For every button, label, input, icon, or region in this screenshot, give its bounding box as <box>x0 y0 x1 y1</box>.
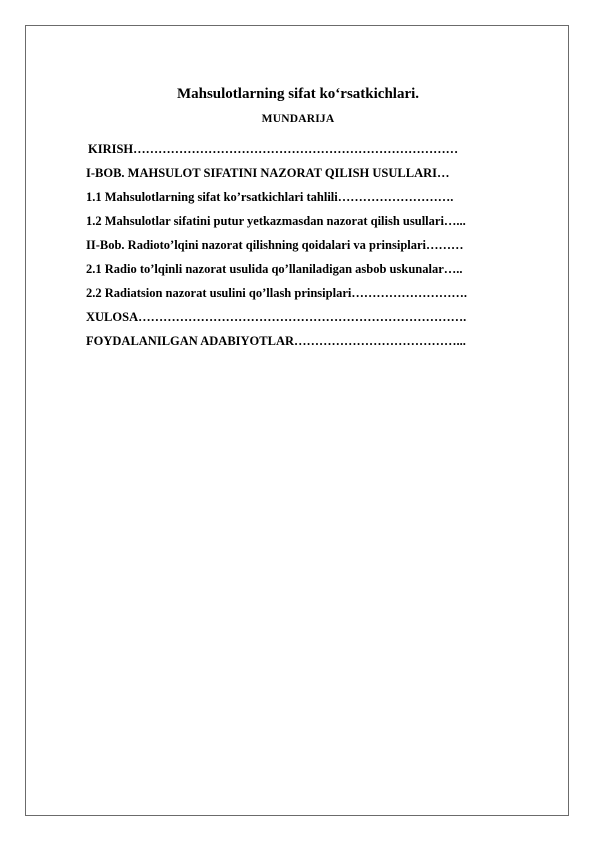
toc-entry-section-1-1: 1.1 Mahsulotlarning sifat ko’rsatkichlari tahlili………………………. <box>86 190 454 204</box>
toc-entry-xulosa: XULOSA……………………………………………………………………. <box>86 310 467 324</box>
toc-entry-kirish: KIRISH…………………………………………………………………… <box>88 142 459 156</box>
toc-entry-bibliography: FOYDALANILGAN ADABIYOTLAR…………………………………... <box>86 334 466 348</box>
toc-heading: MUNDARIJA <box>261 113 335 125</box>
document-title: Mahsulotlarning sifat ko‘rsatkichlari. <box>176 86 420 102</box>
toc-entry-chapter-1: I-BOB. MAHSULOT SIFATINI NAZORAT QILISH USULLARI… <box>86 166 450 180</box>
table-of-contents <box>86 137 526 353</box>
toc-entry-section-2-1: 2.1 Radio to’lqinli nazorat usulida qo’llaniladigan asbob uskunalar….. <box>86 262 463 276</box>
toc-entry-section-2-2: 2.2 Radiatsion nazorat usulini qo’llash prinsiplari………………………. <box>86 286 467 300</box>
toc-entry-section-1-2: 1.2 Mahsulotlar sifatini putur yetkazmasdan nazorat qilish usullari…... <box>86 214 466 228</box>
toc-entry-chapter-2: II-Bob. Radioto’lqini nazorat qilishning qoidalari va prinsiplari……… <box>86 238 464 252</box>
